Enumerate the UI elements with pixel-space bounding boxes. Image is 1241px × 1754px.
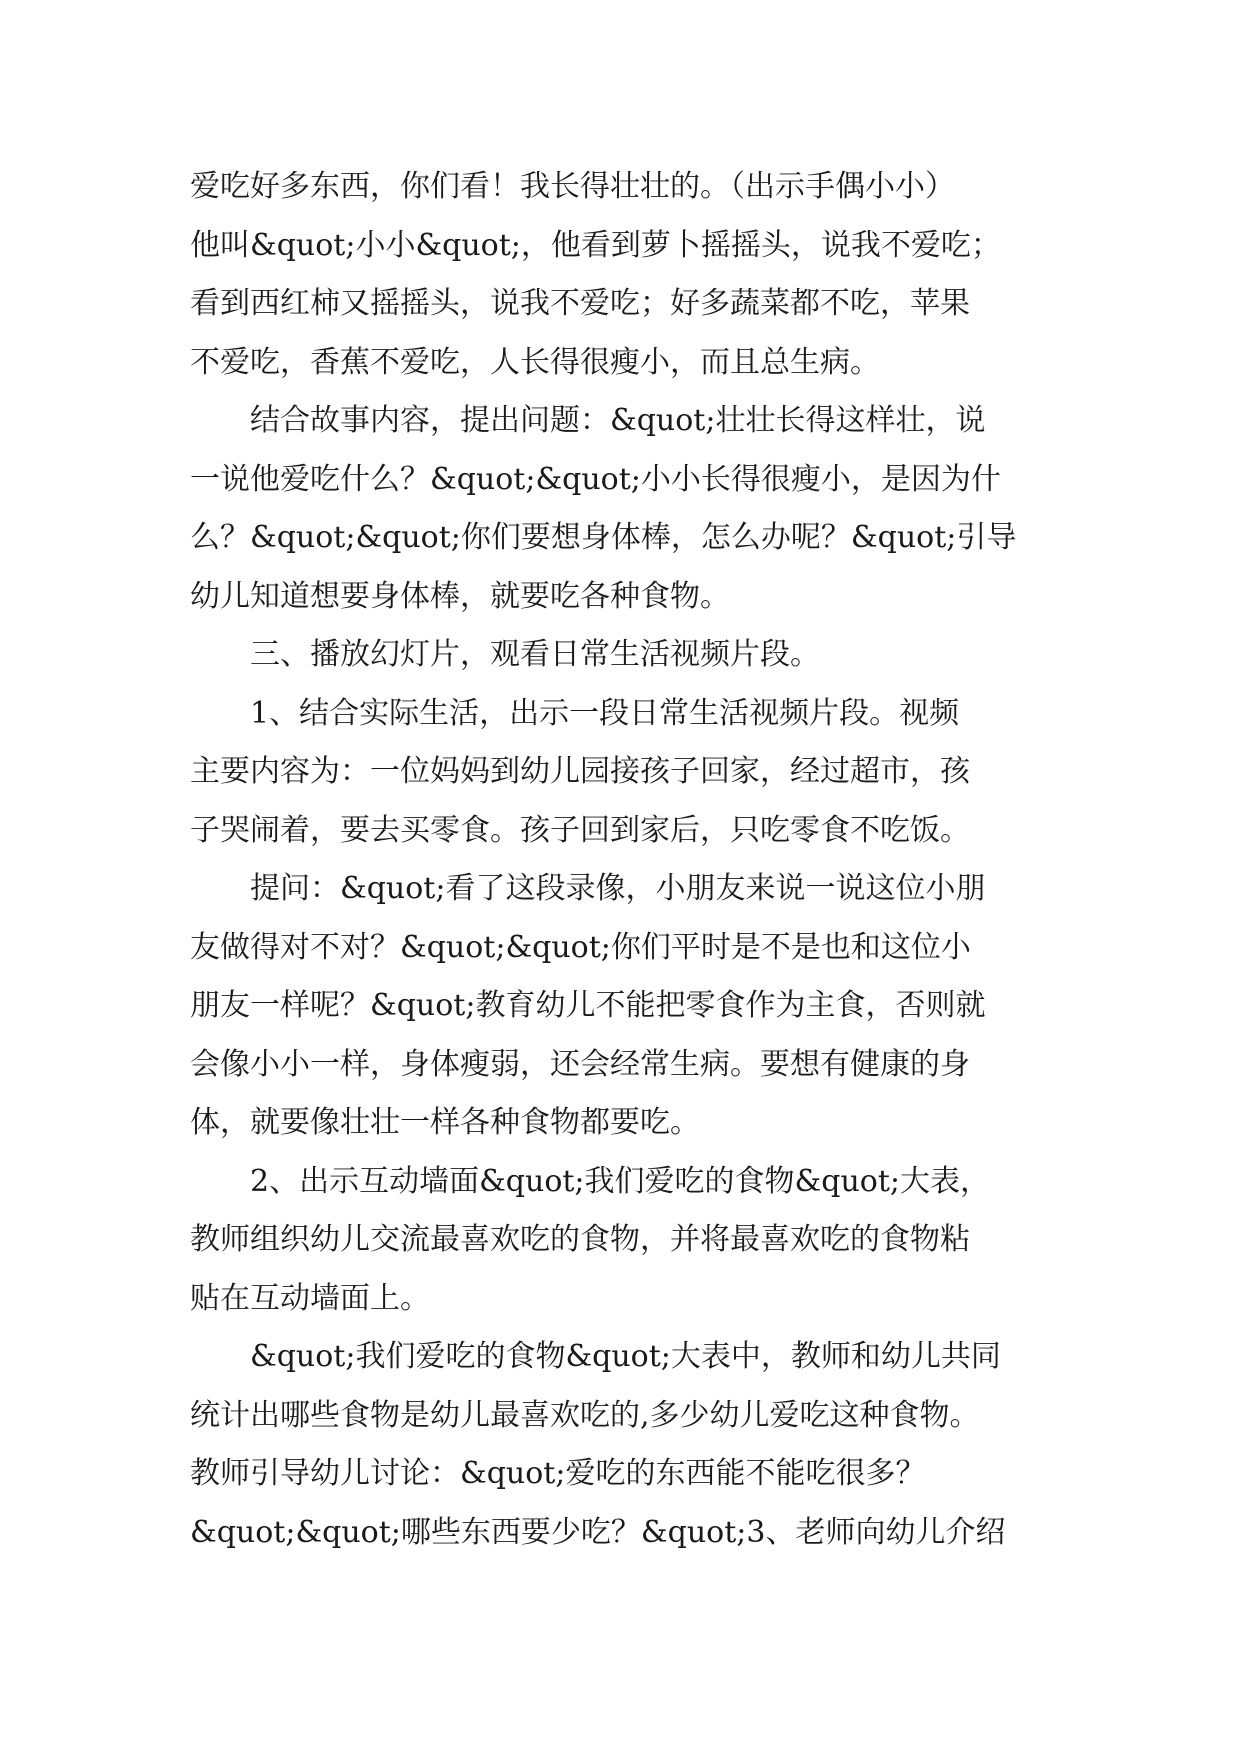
text-line: 2、出示互动墙面&quot;我们爱吃的食物&quot;大表， bbox=[190, 1163, 990, 1199]
text-line: 结合故事内容，提出问题：&quot;壮壮长得这样壮，说 bbox=[190, 403, 986, 438]
text-line: 1、结合实际生活，出示一段日常生活视频片段。视频 bbox=[190, 695, 960, 731]
text-line: 统计出哪些食物是幼儿最喜欢吃的,多少幼儿爱吃这种食物。 bbox=[190, 1397, 980, 1433]
text-line: 教师引导幼儿讨论：&quot;爱吃的东西能不能吃很多？ bbox=[190, 1456, 926, 1491]
text-line: &quot;&quot;哪些东西要少吃？&quot;3、老师向幼儿介绍 bbox=[190, 1514, 1006, 1550]
text-line: 体，就要像壮壮一样各种食物都要吃。 bbox=[190, 1105, 700, 1140]
text-line: 爱吃好多东西，你们看！我长得壮壮的。（出示手偶小小） bbox=[190, 169, 955, 204]
text-line: 主要内容为：一位妈妈到幼儿园接孩子回家，经过超市，孩 bbox=[190, 754, 970, 789]
text-line: 提问：&quot;看了这段录像，小朋友来说一说这位小朋 bbox=[190, 871, 986, 906]
text-line: 不爱吃，香蕉不爱吃，人长得很瘦小，而且总生病。 bbox=[190, 344, 880, 380]
text-line: 子哭闹着，要去买零食。孩子回到家后，只吃零食不吃饭。 bbox=[190, 812, 970, 848]
body-text bbox=[190, 158, 1070, 1562]
text-line: 一说他爱吃什么？&quot;&quot;小小长得很瘦小，是因为什 bbox=[190, 461, 1001, 497]
text-line: 三、播放幻灯片，观看日常生活视频片段。 bbox=[190, 637, 820, 672]
text-line: 他叫&quot;小小&quot;，他看到萝卜摇摇头，说我不爱吃； bbox=[190, 227, 1001, 263]
text-line: &quot;我们爱吃的食物&quot;大表中，教师和幼儿共同 bbox=[190, 1339, 1001, 1374]
text-line: 教师组织幼儿交流最喜欢吃的食物，并将最喜欢吃的食物粘 bbox=[190, 1222, 970, 1257]
text-line: 么？&quot;&quot;你们要想身体棒，怎么办呢？&quot;引导 bbox=[190, 520, 1017, 555]
text-line: 看到西红柿又摇摇头，说我不爱吃；好多蔬菜都不吃，苹果 bbox=[190, 286, 970, 321]
text-line: 幼儿知道想要身体棒，就要吃各种食物。 bbox=[190, 578, 730, 614]
text-line: 贴在互动墙面上。 bbox=[190, 1280, 430, 1316]
text-line: 朋友一样呢？&quot;教育幼儿不能把零食作为主食，否则就 bbox=[190, 988, 986, 1023]
text-line: 会像小小一样，身体瘦弱，还会经常生病。要想有健康的身 bbox=[190, 1046, 970, 1082]
text-line: 友做得对不对？&quot;&quot;你们平时是不是也和这位小 bbox=[190, 929, 971, 965]
